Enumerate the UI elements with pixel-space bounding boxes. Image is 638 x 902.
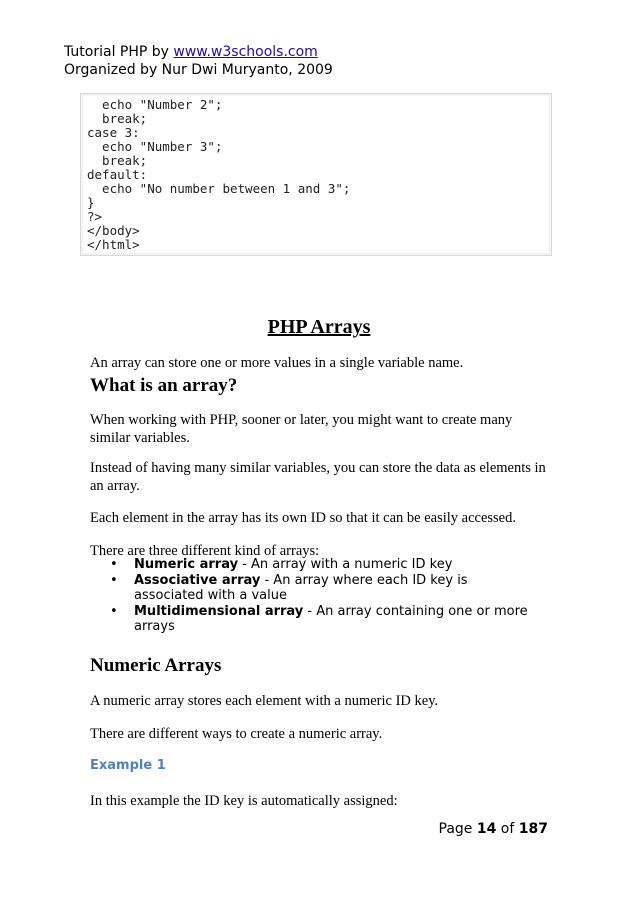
code-block: echo "Number 2"; break; case 3: echo "Number 3"; break; default: echo "No number between 1 and 3"; } ?> </body> </html> xyxy=(87,97,351,252)
bullet-icon: • xyxy=(110,557,118,572)
of-label: of xyxy=(496,821,519,837)
list-item xyxy=(108,557,538,573)
example-label: Example 1 xyxy=(90,758,166,773)
paragraph-2: Instead of having many similar variables, you can store the data as elements in an array. xyxy=(90,460,546,494)
bullet-icon: • xyxy=(110,572,118,588)
w3schools-link[interactable]: www.w3schools.com xyxy=(173,44,318,60)
bullet-term: Associative array xyxy=(134,572,261,588)
intro-paragraph: An array can store one or more values in a single variable name. xyxy=(90,355,464,371)
bullet-icon: • xyxy=(110,603,118,619)
what-is-array-heading: What is an array? xyxy=(90,375,238,396)
document-header xyxy=(64,43,333,79)
header-prefix: Tutorial PHP by xyxy=(64,44,174,60)
array-types-list xyxy=(108,557,538,635)
bullet-term: Multidimensional array xyxy=(134,603,304,619)
paragraph-3: Each element in the array has its own ID so that it can be easily accessed. xyxy=(90,510,516,526)
bullet-term: Numeric array xyxy=(134,557,239,572)
page-number: 14 xyxy=(476,821,497,837)
list-item xyxy=(108,604,538,635)
page-footer xyxy=(439,821,548,837)
list-item xyxy=(108,573,538,604)
total-pages: 187 xyxy=(518,821,548,837)
bullet-desc: - An array with a numeric ID key xyxy=(238,557,453,572)
header-line-2: Organized by Nur Dwi Muryanto, 2009 xyxy=(64,62,333,78)
paragraph-4: There are three different kind of arrays: xyxy=(90,543,320,559)
page-label: Page xyxy=(438,821,477,837)
page-title: PHP Arrays xyxy=(267,316,371,338)
numeric-arrays-heading: Numeric Arrays xyxy=(90,655,222,676)
paragraph-5: A numeric array stores each element with a numeric ID key. xyxy=(90,693,439,709)
header-line-1 xyxy=(64,43,333,61)
paragraph-6: There are different ways to create a numeric array. xyxy=(90,726,383,742)
paragraph-1: When working with PHP, sooner or later, you might want to create many similar variables. xyxy=(90,412,513,446)
paragraph-7: In this example the ID key is automatically assigned: xyxy=(90,793,398,809)
bullet-desc: - An array containing one or more arrays xyxy=(134,603,528,634)
bullet-desc: - An array where each ID key is associated with a value xyxy=(134,572,468,603)
